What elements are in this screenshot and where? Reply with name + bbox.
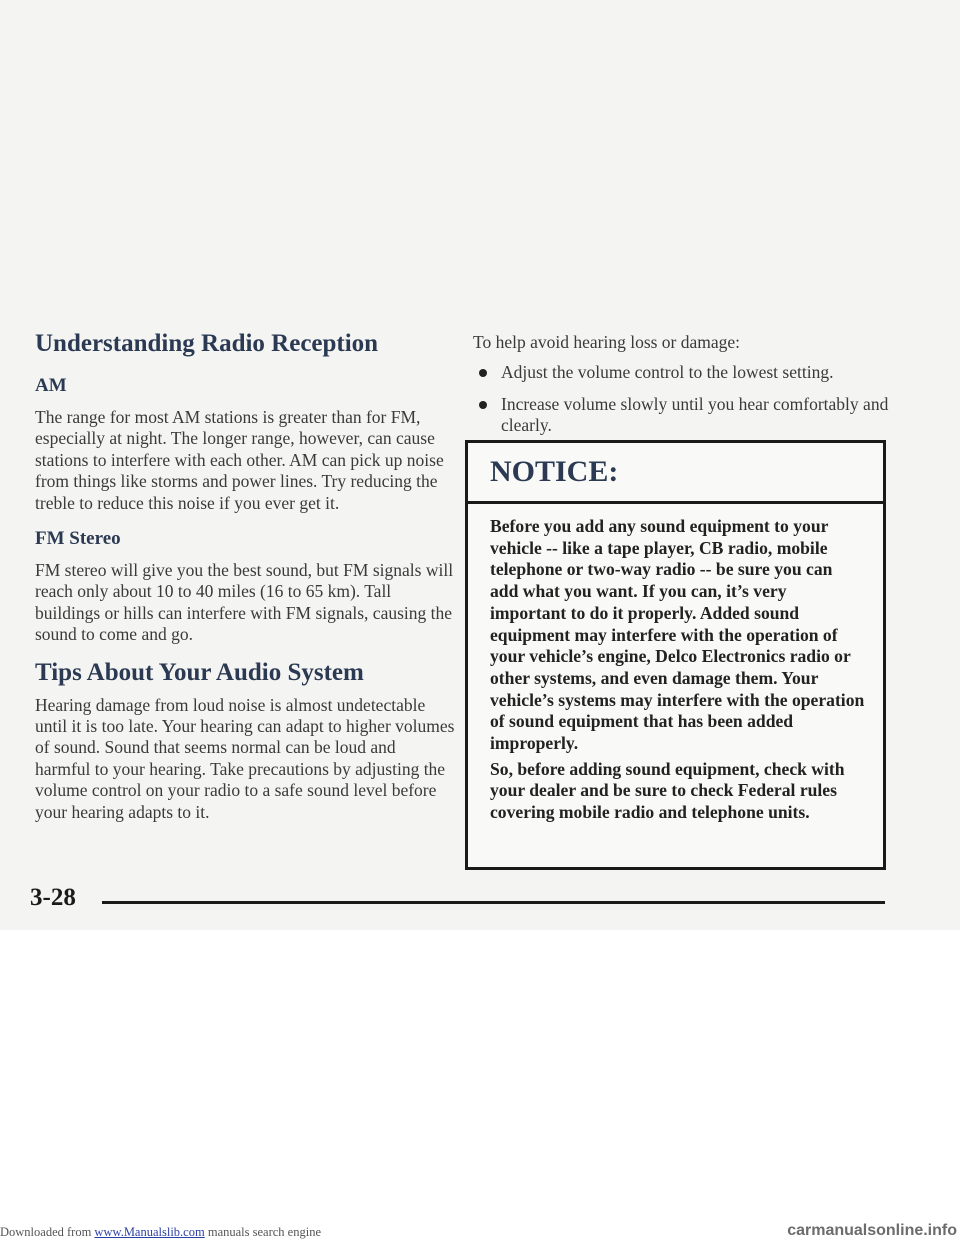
footer-rule (102, 901, 885, 904)
list-item (473, 394, 893, 437)
hearing-tips-list (473, 362, 893, 436)
right-column (473, 328, 893, 437)
fm-stereo-heading: FM Stereo (35, 528, 121, 550)
notice-box (465, 440, 886, 870)
hearing-intro: To help avoid hearing loss or damage: (473, 332, 741, 352)
bullet-text: Adjust the volume control to the lowest setting. (501, 362, 834, 383)
tips-audio-system-heading: Tips About Your Audio System (35, 658, 364, 686)
understanding-radio-reception-heading: Understanding Radio Reception (35, 330, 379, 357)
watermark: carmanualsonline.info (787, 1222, 957, 1239)
manualslib-link[interactable]: www.Manualslib.com (94, 1225, 205, 1239)
notice-paragraph-1: Before you add any sound equipment to your vehicle -- like a tape player, CB radio, mobile telephone or two-way radio -- be sure you can add what you want. If you can, it’s very important to do it properly. Added sound equipment may interfere with the operation of your vehicle’s engine, Delco Electronics radio or other systems, and even damage them. Your vehicle’s systems may interfere with the operation of sound equipment that has been added improperly. (490, 516, 865, 754)
notice-paragraph-2: So, before adding sound equipment, check with your dealer and be sure to check Federal rules covering mobile radio and telephone units. (490, 758, 845, 823)
bullet-text: Increase volume slowly until you hear comfortably and clearly. (501, 393, 889, 436)
fm-stereo-paragraph: FM stereo will give you the best sound, but FM signals will reach only about 10 to 40 miles (16 to 65 km). Tall buildings or hills can interfere with FM signals, causing the sound to come and go. (35, 560, 454, 645)
page-number: 3-28 (30, 884, 76, 911)
left-column (35, 328, 455, 823)
am-heading: AM (35, 375, 67, 396)
banner-suffix: manuals search engine (204, 1225, 321, 1239)
am-paragraph: The range for most AM stations is greater than for FM, especially at night. The longer range, however, can cause stations to interfere with each other. AM can pick up noise from things like storms and power lines. Try reducing the treble to reduce this noise if you ever get it. (35, 407, 444, 513)
bullet-icon (479, 369, 487, 377)
bullet-icon (479, 401, 487, 409)
notice-heading: NOTICE: (468, 443, 883, 504)
notice-body (468, 504, 883, 824)
download-banner (0, 1225, 321, 1240)
list-item (473, 362, 893, 383)
tips-paragraph: Hearing damage from loud noise is almost undetectable until it is too late. Your hearing can adapt to higher volumes of sound. Sound that seems normal can be loud and harmful to your hearing. Take precautions by adjusting the volume control on your radio to a safe sound level before your hearing adapts to it. (35, 694, 455, 822)
banner-prefix: Downloaded from (0, 1225, 95, 1239)
